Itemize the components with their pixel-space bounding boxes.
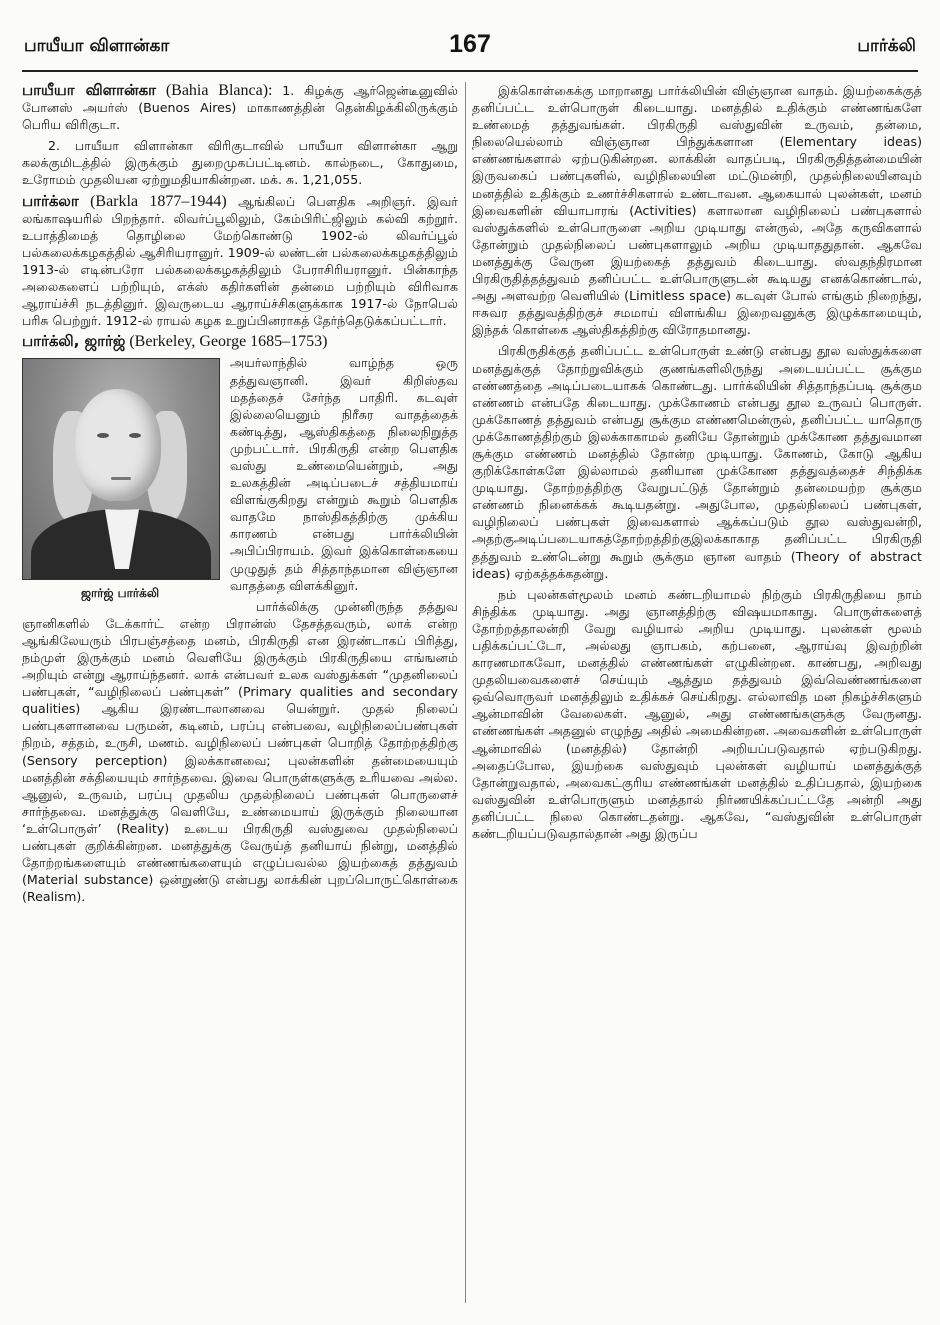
- entry-barkla: [22, 193, 458, 330]
- entry-berkeley: [22, 333, 458, 350]
- right-column: [472, 82, 922, 1303]
- berkeley-intro: அயர்லாந்தில் வாழ்ந்த ஒரு தத்துவஞானி. இவர் கிறிஸ்தவ மதத்தைச் சேர்ந்த பாதிரி. கடவுள் இல்லையெனும் நிரீசுர வாதத்தைக் கண்டித்து, ஆஸ்திகத்தை நிலைநிறுத்த முற்பட்டார். பிரகிருதி என்ற பௌதிக வஸ்து உண்மையென்றும், அது உலகத்தின் அடிப்படைச் சத்தியமாய் விளங்குகிறது என்றும் கூறும் பௌதிக வாதமே நாஸ்திகத்திற்கு முக்கிய காரணம் என்பது பார்க்லியின் அபிப்பிராயம். இவர் இக்கொள்கையை முழுதுத் தம் சித்தாந்தமான விஞ்ஞான வாதத்தை விளக்கினுர்.: [230, 355, 458, 593]
- latin-barkla: (Barkla 1877–1944): [90, 192, 227, 210]
- page-number: 167: [449, 30, 491, 58]
- latin-berkeley: (Berkeley, George 1685–1753): [129, 333, 328, 351]
- running-head-left: பாயீயா விளான்கா: [24, 36, 170, 56]
- header-rule: [22, 70, 918, 72]
- bahia-p2: 2. பாயீயா விளான்கா விரிகுடாவில் பாயீயா விளான்கா ஆறு கலக்குமிடத்தில் இருக்கும் துறைமுகப்பட்டினம். கால்நடை, கோதுமை, உரோமம் முதலியன ஏற்றுமதியாகின்றன. மக். சு. 1,21,055.: [22, 138, 458, 188]
- headword-bahia: பாயீயா விளான்கா: [22, 82, 157, 99]
- running-head-right: பார்க்லி: [857, 36, 916, 56]
- headword-barkla: பார்க்லா: [22, 191, 79, 210]
- entry-bahia-blanca: [22, 82, 458, 133]
- barkla-body: ஆங்கிலப் பௌதிக அறிஞர். இவர் லங்காஷயரில் பிறந்தார். லிவர்ப்பூலிலும், கேம்பிரிட்ஜிலும் கல்வி கற்றூர். உபாத்திமைத் தொழிலை மேற்கொண்டு 1902-ல் லிவர்ப்பூல் பல்கலைக்கழகத்தில் ஆசிரியரானுர். 1909-ல் லண்டன் பல்கலைக்கழகத்திலும் 1913-ல் எடின்பரோ பல்கலைக்கழகத்திலும் பேராசிரியரானுர். பின்காந்த அலைகளைப் பற்றியும், எக்ஸ் கதிர்களின் தன்மை பற்றியும் விரிவாக ஆராய்ச்சி நடத்தினுர். இவருடைய ஆராய்ச்சிகளுக்காக 1917-ல் நோபெல் பரிசு பெற்றுர். 1912-ல் ராயல் கழக உறுப்பினராகத் தேர்ந்தெடுக்கப்பட்டார்.: [22, 193, 458, 329]
- latin-bahia: (Bahia Blanca):: [165, 82, 273, 99]
- berkeley-left-p2: பார்க்லிக்கு முன்னிருந்த தத்துவ ஞானிகளில் டேக்கார்ட் என்ற பிரான்ஸ் தேசத்தவரும், லாக் என்ற ஆங்கிலேயரும் பிரபஞ்சத்தை மனம், பிரகிருதி என இரண்டாகப் பிரித்து, நம்முள் இருக்கும் மனம் வெளியே இருக்கும் பிரகிருதியை எங்ஙனம் அறியும் என்று ஆராய்ந்தனர். லாக் என்பவர் உலக வஸ்துக்கள் “முதனிலைப் பண்புகள், “வழிநிலைப் பண்புகள்” (Primary qualities and secondary qualities) ஆகிய இரண்டாலானவை யென்றுர். முதல் நிலைப் பண்புகளானவை பருமன், கடினம், பரப்பு என்பவை, வழிநிலைப்பண்புகள் நிறம், சத்தம், உருசி, மணம். வழிநிலைப் பண்புகள் பொறித் தோற்றத்திற்கு (Sensory perception) இலக்கானவை; புலன்களின் தன்மையையும் மனத்தின் சக்தியையும் சார்ந்தவை. இவை பொருள்களுக்கு உரியவை அல்ல. ஆனுல், உருவம், பரப்பு முதலிய முதல்நிலைப் பண்புகள் பொருளைச் சார்ந்தவை. மனத்துக்கு வெளியே, உண்மையாய் இருக்கும் நிலையான ‘உள்பொருள்’ (Reality) உடைய பிரகிருதி வஸ்துவை முதல்நிலைப் பண்புகள் குறிக்கின்றன. மனத்துக்கு வேருய்த் தனியாய் நின்று, மனத்தில் தோற்றங்களையும் எண்ணங்களையும் எழுப்பவல்ல இயற்கைத் தத்துவம் (Material substance) ஒன்றுண்டு என்பது லாக்கின் புறப்பொருட்கொள்கை (Realism).: [22, 598, 458, 905]
- berkeley-right-p2: பிரகிருதிக்குத் தனிப்பட்ட உள்பொருள் உண்டு என்பது தூல வஸ்துக்களை மனத்துக்குத் தோற்றுவிக்கும் குணங்களிலிருந்து அடையப்பட்ட சூக்கும எண்ணத்தை அடிப்படையாகக் கொண்டது. பார்க்லியின் சித்தாந்தப்படி சூக்கும எண்ணம் என்பதே கிடையாது. முக்கோணம் என்பது தூல உருவப் பொருள். முக்கோணத் தத்துவம் என்பது சூக்கும எண்ணமென்ருல், தனிப்பட்ட யாதொரு முக்கோணத்திற்கும் இலக்காகாமல் தனியே தோன்றும் முக்கோண தத்துவமான சூக்கும எண்ணம் மனத்தில் தோன்ற முடியாது. கோணம், கோடு ஆகிய குறிக்கோள்களே இல்லாமல் தனியான முக்கோண தத்துவத்தைச் சிந்திக்க முடியாது. தோற்றத்திற்கு வேறுபட்டுத் தோன்றும் தன்மையற்ற சூக்கும எண்ணம் நினைக்கக் கூடியதன்று. அதுபோல, முதல்நிலைப் பண்புகள், வழிநிலைப் பண்புகள் இவைகளால் ஆக்கப்படும் தூல வஸ்துவன்றி, அதற்குஅடிப்படையாகத்தோற்றத்திற்குஇலக்காகாத தனிப்பட்ட பிரகிருதி தத்துவம் உண்டென்று கூறும் சூக்கும ஞான வாதம் (Theory of abstract ideas) ஏற்கத்தக்கதன்று.: [472, 343, 922, 581]
- bahia-p1: 1. கிழக்கு ஆர்ஜென்டீனுவில் போனஸ் அயர்ஸ் (Buenos Aires) மாகாணத்தின் தென்கிழக்கிலிருக்கும் பெரிய விரிகுடா.: [22, 83, 458, 133]
- portrait-caption: ஜார்ஜ் பார்க்லி: [80, 586, 160, 601]
- headword-berkeley: பார்க்லி, ஜார்ஜ்: [22, 332, 126, 351]
- berkeley-right-p3: நம் புலன்கள்மூலம் மனம் கண்டறியாமல் நிற்கும் பிரகிருதியை நாம் சிந்திக்க முடியாது. அது ஞானத்திற்கு விஷயமாகாது. பொருள்களைத் தோற்றத்தாலன்றி வேறு வழியால் அறிய முடியாது. புலன்கள் மூலம் பதிக்கப்பட்டோ, அல்லது ஞாபகம், கற்பனை, ஆராய்வு இவற்றின் காரணமாகவோ, மனத்தில் எண்ணங்கள் எழுகின்றன. காண்பது, அறிவது முதலியவைகளைச் செய்யும் ஆத்தும தத்துவம் இவ்வெண்ணங்களை ஒவ்வொருவர் மனத்திலும் உதிக்கச் செய்கிறது. எல்லாவித மன நிகழ்ச்சிகளும் ஆன்மாவின் வேலைகள். ஆனுல், அது எண்ணங்களுக்கு வேருனது. எண்ணங்கள் அதனுல் எழுந்து அதில் அமைகின்றன. அவைகளின் உள்பொருள் ஆன்மாவில் (மனத்தில்) தோன்றி அறியப்படுவதால் ஏற்படுகிறது. அதைப்போல, இயற்கை வஸ்துவும் புலன்கள் வழியாய் மனத்துக்குத் தோன்றுவதால், அவைகட்குரிய எண்ணங்கள் மனத்தில் உதிப்பதால், இயற்கை வஸ்துவின் உள்பொருளும் மனத்தால் நிர்ணயிக்கப்பட்டதே அன்றி அது தனிப்பட்ட நிலை கொண்டதன்று. ஆகவே, “வஸ்துவின் உள்பொருள் கண்டறியப்படுவதால்தான் அது இருப்ப: [472, 586, 922, 842]
- page-header: [20, 30, 920, 66]
- left-column: [22, 82, 458, 1303]
- portrait-image: [22, 358, 220, 580]
- column-divider: [465, 82, 466, 1303]
- portrait-figure: [22, 358, 218, 602]
- berkeley-right-p1: இக்கொள்கைக்கு மாறானது பார்க்லியின் விஞ்ஞான வாதம். இயற்கைக்குத் தனிப்பட்ட உள்பொருள் கிடையாது. மனத்தில் உதிக்கும் எண்ணங்களே உண்மைத் தத்துவங்கள். பிரகிருதி வஸ்துவின் உருவம், தன்மை, நிலையெல்லாம் விஞ்ஞான பிந்துக்களான (Elementary ideas) எண்ணங்களால் ஏற்படுகின்றன. லாக்கின் வாதப்படி, பிரகிருதித்தன்மையின் இருவகைப் பண்புகளில், வழிநிலையின மட்டுமன்றி, முதல்நிலையினவும் மனத்தில் உதிக்கும் உணர்ச்சிகளால் உண்டாவன. ஆகையால் புலன்கள், மனம் இவைகளின் வியாபாரங் (Activities) களாலான வழிநிலைப் பண்புகளால் வஸ்துக்களில் உள்பொருளை அறிய முடியாது என்ருல், அதே கருவிகளால் தோன்றும் முதல்நிலைப் பண்புகளாலும் அறிய முடியாததுதான். ஆகவே மனத்துக்கு வேருன இயற்கைத் தத்துவம் கிடையாது. ஸ்வதந்திரமான பிரகிருதித்தத்துவம் தனிப்பட்ட உள்பொருளுடன் கூடியது எனக்கொண்டால், அது அளவற்ற வெளியில் (Limitless space) கடவுள் போல் எங்கும் நிறைந்து, ஈசுவர தத்துவத்திற்குச் சமமாய் விளங்கிய இறைவனுக்கு இழுக்காமையும், இந்தக் கொள்கை ஆஸ்திகத்திற்கு விரோதமானது.: [472, 83, 922, 338]
